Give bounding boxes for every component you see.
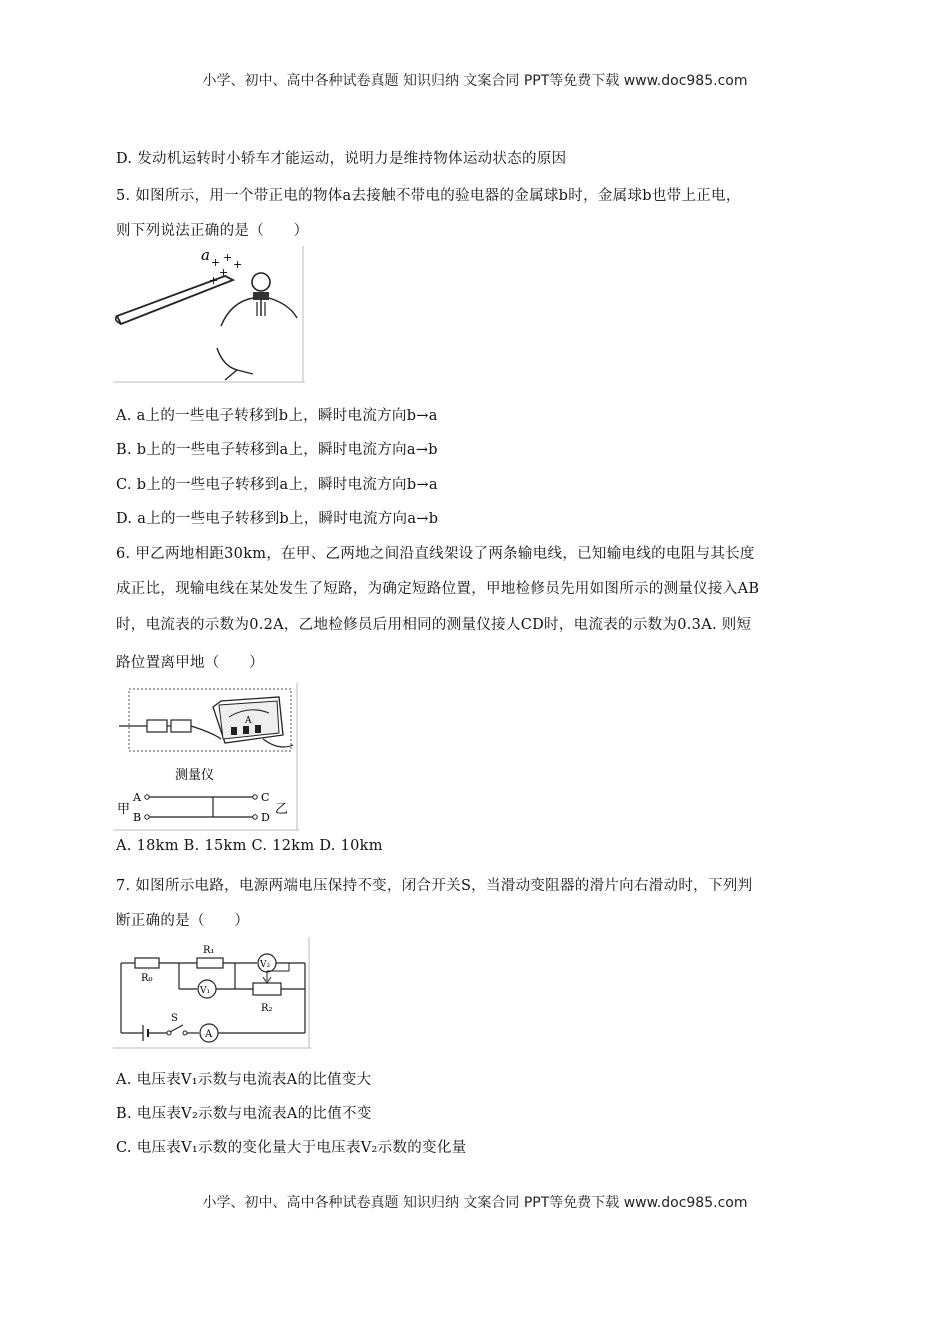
q5-fig-label-a: a <box>201 246 210 264</box>
svg-text:R₁: R₁ <box>203 945 215 956</box>
q7-circuit-figure <box>113 937 311 1049</box>
page-header: 小学、初中、高中各种试卷真题 知识归纳 文案合同 PPT等免费下载 www.doc985.com <box>202 73 748 89</box>
q6-options: A. 18km B. 15km C. 12km D. 10km <box>116 838 383 854</box>
q6-fig-instrument-label: 测量仪 <box>175 768 215 783</box>
q6-fig-point-a: A <box>133 791 141 804</box>
q7-option-a: A. 电压表V₁示数与电流表A的比值变大 <box>116 1072 372 1088</box>
svg-text:+: + <box>219 266 229 279</box>
q6-measuring-figure <box>113 683 299 831</box>
q6-stem-line3: 时，电流表的示数为0.2A，乙地检修员后用相同的测量仪接人CD时，电流表的示数为0.3A. 则短 <box>116 617 752 633</box>
q6-stem-line4: 路位置离甲地（ ） <box>116 655 264 671</box>
q7-option-c: C. 电压表V₁示数的变化量大于电压表V₂示数的变化量 <box>116 1140 467 1156</box>
q6-fig-point-b: B <box>133 811 142 824</box>
svg-text:V₂: V₂ <box>260 960 271 970</box>
svg-text:R₀: R₀ <box>141 973 153 984</box>
q5-stem-line2: 则下列说法正确的是（ ） <box>116 223 309 239</box>
q6-fig-place-jia: 甲 <box>117 802 131 817</box>
svg-text:+: + <box>211 256 221 269</box>
metal-ball-b <box>252 273 270 316</box>
svg-text:S: S <box>171 1013 178 1024</box>
q6-fig-point-c: C <box>261 791 270 804</box>
resistor-r0 <box>135 958 159 968</box>
q5-option-b: B. b上的一些电子转移到a上，瞬时电流方向a→b <box>116 442 438 458</box>
rheostat-r2 <box>253 983 281 995</box>
resistor-r1 <box>197 958 223 968</box>
q7-option-b: B. 电压表V₂示数与电流表A的比值不变 <box>116 1106 372 1122</box>
q7-stem-line2: 断正确的是（ ） <box>116 913 250 929</box>
q7-stem-line1: 7. 如图所示电路，电源两端电压保持不变，闭合开关S，当滑动变阻器的滑片向右滑动时，下列判 <box>116 878 753 894</box>
svg-text:V₁: V₁ <box>200 986 211 996</box>
q6-stem-line2: 成正比，现输电线在某处发生了短路，为确定短路位置，甲地检修员先用如图所示的测量仪接入AB <box>116 581 760 597</box>
q5-option-a: A. a上的一些电子转移到b上，瞬时电流方向b→a <box>116 408 438 424</box>
svg-text:R₂: R₂ <box>261 1003 273 1014</box>
page-footer: 小学、初中、高中各种试卷真题 知识归纳 文案合同 PPT等免费下载 www.doc985.com <box>202 1195 748 1211</box>
svg-text:+: + <box>223 251 233 264</box>
svg-text:+: + <box>233 258 243 271</box>
q5-option-c: C. b上的一些电子转移到a上，瞬时电流方向b→a <box>116 477 438 493</box>
q6-fig-place-yi: 乙 <box>275 802 289 817</box>
switch-s <box>170 1025 183 1032</box>
q5-electroscope-figure <box>113 246 305 384</box>
q6-fig-point-d: D <box>261 811 270 824</box>
q5-option-d: D. a上的一些电子转移到b上，瞬时电流方向a→b <box>116 511 439 527</box>
q6-stem-line1: 6. 甲乙两地相距30km，在甲、乙两地之间沿直线架设了两条输电线，已知输电线的电阻与其长度 <box>116 546 755 562</box>
svg-text:+: + <box>209 274 219 287</box>
ammeter-instrument <box>213 697 283 743</box>
svg-text:A: A <box>205 1029 213 1040</box>
q5-stem-line1: 5. 如图所示，用一个带正电的物体a去接触不带电的验电器的金属球b时，金属球b也带上正电， <box>116 188 741 204</box>
q4-option-d: D. 发动机运转时小轿车才能运动，说明力是维持物体运动状态的原因 <box>116 151 567 167</box>
q6-fig-meter-label: A <box>245 716 252 726</box>
